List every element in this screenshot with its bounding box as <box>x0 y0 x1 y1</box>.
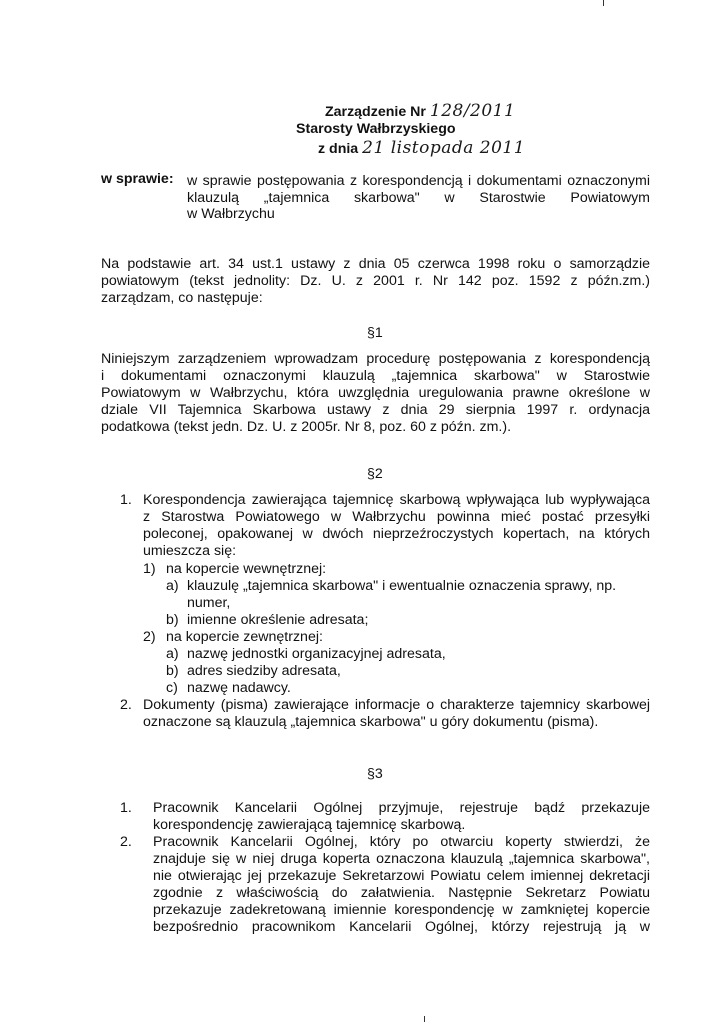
subject-line-2 <box>187 190 650 206</box>
section-3-item-1-line-2: korespondencję zawierającą tajemnicę skarbową. <box>153 817 466 833</box>
sub-2-b-letter: b) <box>166 663 179 679</box>
subject-label: w sprawie: <box>101 171 174 187</box>
section-1-text: Niniejszym zarządzeniem wprowadzam procedurę postępowania z korespondencją <box>101 351 650 367</box>
section-3-item-2-line-3 <box>153 868 650 884</box>
section-2-item-2-line-1 <box>143 697 650 713</box>
subject-text: klauzulą „tajemnica skarbowa" w Starostwie Powiatowym <box>187 190 650 206</box>
sub-2-b-text: adres siedziby adresata, <box>187 663 341 679</box>
section-2-item-1-line-1 <box>143 492 650 508</box>
section-1-text: i dokumentami oznaczonymi klauzulą „tajemnica skarbowa" w Starostwie <box>101 368 650 384</box>
section-2-item-2-line-2: oznaczone są klauzulą „tajemnica skarbowa" u góry dokumentu (pisma). <box>143 714 599 730</box>
section-3-item-2-line-6 <box>153 919 650 935</box>
sub-1-a-letter: a) <box>166 578 179 594</box>
date-prefix: z dnia <box>318 141 359 157</box>
section-2-text: poleconej, opakowanej w dwóch nieprzeźroczystych kopertach, na których <box>143 526 650 542</box>
sub-2-a-text: nazwę jednostki organizacyjnej adresata, <box>187 646 446 662</box>
scan-mark-top <box>603 0 604 6</box>
preamble-text: powiatowym (tekst jednolity: Dz. U. z 2001 r. Nr 142 poz. 1592 z późn.zm.) <box>101 273 650 289</box>
section-3-item-2-line-1 <box>153 834 650 850</box>
sub-2-a-letter: a) <box>166 646 179 662</box>
section-3-text: bezpośrednio pracownikom Kancelarii Ogólnej, którzy rejestrują ją w <box>153 919 650 935</box>
section-3-text: zgodnie z właściwością do załatwienia. Następnie Sekretarz Powiatu <box>153 885 650 901</box>
section-1-heading: §1 <box>367 325 383 341</box>
section-2-item-1-number: 1. <box>120 492 132 508</box>
section-3-text: znajduje się w niej druga koperta oznaczona klauzulą „tajemnica skarbowa", <box>153 851 650 867</box>
document-title <box>325 103 515 120</box>
section-2-text: z Starostwa Powiatowego w Wałbrzychu powinna mieć postać przesyłki <box>143 509 650 525</box>
section-2-text: Dokumenty (pisma) zawierające informacje o charakterze tajemnicy skarbowej <box>143 697 650 713</box>
section-1-text: Powiatowym w Wałbrzychu, która uwzględnia uregulowania prawne określone w <box>101 385 650 401</box>
section-2-item-2-number: 2. <box>120 697 132 713</box>
subject-text: w sprawie postępowania z korespondencją i dokumentami oznaczonymi <box>187 173 650 189</box>
issuer: Starosty Wałbrzyskiego <box>296 121 456 137</box>
section-2-item-1-line-2 <box>143 509 650 525</box>
section-1-line-4 <box>101 402 650 418</box>
preamble-line-2 <box>101 273 650 289</box>
handwritten-number: 128/2011 <box>429 101 516 121</box>
section-3-item-1-number: 1. <box>120 800 132 816</box>
section-3-text: przekazuje zadekretowaną imiennie korespondencję w zamkniętej kopercie <box>153 902 650 918</box>
scan-mark-bottom <box>424 1016 425 1022</box>
preamble-text: Na podstawie art. 34 ust.1 ustawy z dnia 05 czerwca 1998 roku o samorządzie <box>101 256 650 272</box>
section-2-heading: §2 <box>367 466 383 482</box>
section-3-heading: §3 <box>367 766 383 782</box>
section-3-item-2-line-2 <box>153 851 650 867</box>
section-3-item-1-line-1 <box>153 800 650 816</box>
section-2-item-1-line-4: umieszcza się: <box>143 543 237 559</box>
sub-2-c-letter: c) <box>166 680 178 696</box>
sub-1-b-letter: b) <box>166 612 179 628</box>
section-3-text: Pracownik Kancelarii Ogólnej przyjmuje, rejestruje bądź przekazuje <box>153 800 650 816</box>
document-date <box>318 140 525 157</box>
section-1-line-2 <box>101 368 650 384</box>
section-1-line-5: podatkowa (tekst jedn. Dz. U. z 2005r. Nr 8, poz. 60 z późn. zm.). <box>101 419 512 435</box>
section-3-item-2-line-4 <box>153 885 650 901</box>
sub-2-text: na kopercie zewnętrznej: <box>166 629 323 645</box>
section-3-text: nie otwierając jej przekazuje Sekretarzowi Powiatu celem imiennej dekretacji <box>153 868 650 884</box>
sub-2-c-text: nazwę nadawcy. <box>187 680 291 696</box>
section-2-text: Korespondencja zawierająca tajemnicę skarbową wpływająca lub wypływająca <box>143 492 650 508</box>
sub-1-number: 1) <box>143 561 156 577</box>
section-1-text: dziale VII Tajemnica Skarbowa ustawy z dnia 29 sierpnia 1997 r. ordynacja <box>101 402 650 418</box>
sub-1-b-text: imienne określenie adresata; <box>187 612 369 628</box>
title-prefix: Zarządzenie Nr <box>325 104 426 120</box>
section-2-item-1-line-3 <box>143 526 650 542</box>
sub-1-text: na kopercie wewnętrznej: <box>166 561 327 577</box>
preamble-line-3: zarządzam, co następuje: <box>101 290 263 306</box>
sub-1-a-line-2: numer, <box>187 595 231 611</box>
section-3-text: Pracownik Kancelarii Ogólnej, który po otwarciu koperty stwierdzi, że <box>153 834 650 850</box>
section-3-item-2-line-5 <box>153 902 650 918</box>
section-1-line-3 <box>101 385 650 401</box>
sub-1-a-line-1: klauzulę „tajemnica skarbowa" i ewentualnie oznaczenia sprawy, np. <box>187 578 617 594</box>
sub-2-number: 2) <box>143 629 156 645</box>
preamble-line-1 <box>101 256 650 272</box>
subject-line-3: w Wałbrzychu <box>187 206 275 222</box>
section-3-item-2-number: 2. <box>120 834 132 850</box>
handwritten-date: 21 listopada 2011 <box>362 138 526 158</box>
section-1-line-1 <box>101 351 650 367</box>
subject-line-1 <box>187 173 650 189</box>
